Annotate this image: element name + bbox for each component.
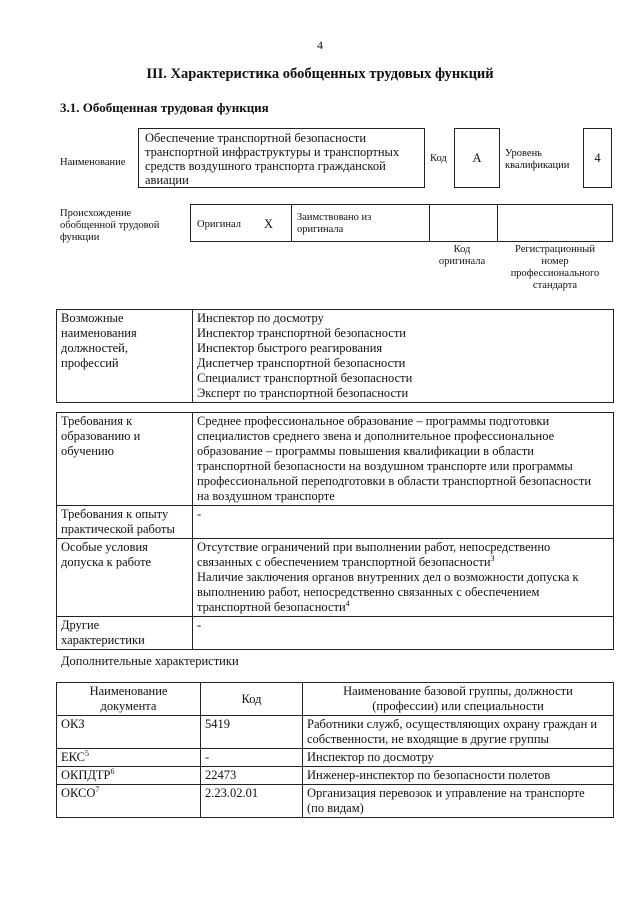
caption-reg-2: номер (541, 256, 569, 267)
row-doc-text: ЕКС (61, 750, 85, 764)
positions-table (56, 309, 614, 403)
origin-label-1: Происхождение (60, 208, 132, 219)
name-label: Наименование (60, 157, 126, 168)
col-name-1: Наименование базовой группы, должности (343, 684, 573, 698)
access-line-5-wrap (197, 600, 609, 615)
caption-code-2: оригинала (438, 256, 486, 267)
caption-code-1: Код (453, 244, 471, 255)
col-name-header (303, 683, 614, 716)
education-label-2: образованию и (61, 429, 141, 443)
row-name-2: собственности, не входящие в другие группы (307, 732, 549, 746)
name-value: Обеспечение транспортной безопасности транспортной инфраструктуры и транспортных средств воздушного транспорта гражданской авиации (145, 131, 400, 187)
row-code: 22473 (201, 767, 303, 785)
access-line-2: связанных с обеспечением транспортной безопасности (197, 555, 491, 569)
position-item: Инспектор транспортной безопасности (197, 326, 406, 340)
table-row (57, 749, 614, 767)
origin-divider-2 (429, 205, 430, 241)
origin-label-2: обобщенной трудовой (60, 220, 160, 231)
additional-title: Дополнительные характеристики (61, 654, 239, 668)
level-box (583, 128, 612, 188)
positions-label-1: Возможные (61, 311, 124, 325)
education-line: специалистов среднего звена и дополнительное профессиональное (197, 429, 555, 443)
level-value: 4 (594, 151, 601, 165)
row-name-1: Работники служб, осуществляющих охрану граждан и (307, 717, 598, 731)
education-row (57, 413, 614, 506)
row-name (303, 785, 614, 818)
origin-box (190, 204, 613, 242)
positions-label-2: наименования (61, 326, 137, 340)
borrowed-label-1: Заимствовано из (297, 212, 372, 223)
row-doc (57, 749, 201, 767)
position-item: Специалист транспортной безопасности (197, 371, 413, 385)
col-doc-header (57, 683, 201, 716)
education-value-cell (193, 413, 614, 506)
row-name: Инспектор по досмотру (303, 749, 614, 767)
access-label-2: допуска к работе (61, 555, 152, 569)
origin-divider-3 (497, 205, 498, 241)
position-item: Инспектор быстрого реагирования (197, 341, 383, 355)
row-doc-text: ОКСО (61, 786, 96, 800)
access-line-3: Наличие заключения органов внутренних дел о возможности допуска к (197, 570, 579, 584)
row-name-1: Организация перевозок и управление на транспорте (307, 786, 585, 800)
level-label-2: квалификации (505, 160, 570, 171)
additional-header-row (57, 683, 614, 716)
access-value-cell (193, 539, 614, 617)
origin-divider-1 (291, 205, 292, 241)
access-label-cell (57, 539, 193, 617)
row-doc (57, 767, 201, 785)
table-row (57, 716, 614, 749)
row-name (303, 716, 614, 749)
positions-label-3: должностей, (61, 341, 128, 355)
col-doc-1: Наименование (89, 684, 168, 698)
row-doc (57, 716, 201, 749)
access-line-5: транспортной безопасности (197, 600, 346, 614)
col-name-2: (профессии) или специальности (372, 699, 544, 713)
access-label-1: Особые условия (61, 540, 148, 554)
caption-reg-3: профессионального (510, 268, 600, 279)
access-row (57, 539, 614, 617)
level-label-1: Уровень (505, 148, 542, 159)
original-mark: X (264, 217, 274, 231)
positions-label-cell (57, 310, 193, 403)
position-item: Инспектор по досмотру (197, 311, 324, 325)
footnote-ref-3: 3 (490, 553, 495, 563)
experience-label-2: практической работы (61, 522, 175, 536)
other-label-cell (57, 617, 193, 650)
education-line: транспортной безопасности на воздушном транспорте или программы (197, 459, 573, 473)
row-doc (57, 785, 201, 818)
positions-row (57, 310, 614, 403)
row-name: Инженер-инспектор по безопасности полетов (303, 767, 614, 785)
access-line-4: выполнению работ, непосредственно связанных с обеспечением (197, 585, 540, 599)
caption-reg-4: стандарта (532, 280, 578, 291)
experience-label-cell (57, 506, 193, 539)
requirements-table (56, 412, 614, 650)
other-label-2: характеристики (61, 633, 145, 647)
education-line: образование – программы повышения квалификации в области (197, 444, 534, 458)
education-line: Среднее профессиональное образование – программы подготовки (197, 414, 550, 428)
row-doc-text: ОКПДТР (61, 768, 111, 782)
other-label-1: Другие (61, 618, 100, 632)
access-line-2-wrap (197, 555, 609, 570)
col-code-header: Код (201, 683, 303, 716)
row-code: - (201, 749, 303, 767)
other-row (57, 617, 614, 650)
experience-value: - (193, 506, 614, 539)
positions-list-cell (193, 310, 614, 403)
section-title: III. Характеристика обобщенных трудовых функций (146, 66, 494, 82)
original-label: Оригинал (197, 219, 241, 230)
education-line: на воздушном транспорте (197, 489, 335, 503)
row-doc-text: ОКЗ (61, 717, 85, 731)
table-row (57, 785, 614, 818)
footnote-ref-6: 6 (110, 766, 115, 776)
caption-reg-1: Регистрационный (515, 244, 595, 255)
col-doc-2: документа (100, 699, 157, 713)
code-label: Код (430, 153, 447, 164)
code-box (454, 128, 500, 188)
positions-label-4: профессий (61, 356, 119, 370)
row-code: 2.23.02.01 (201, 785, 303, 818)
footnote-ref-4: 4 (345, 598, 350, 608)
code-value: A (472, 151, 482, 165)
experience-label-1: Требования к опыту (61, 507, 169, 521)
position-item: Эксперт по транспортной безопасности (197, 386, 409, 400)
borrowed-label-2: оригинала (297, 224, 344, 235)
table-row (57, 767, 614, 785)
row-name-2: (по видам) (307, 801, 364, 815)
education-line: профессиональной переподготовки в области транспортной безопасности (197, 474, 592, 488)
additional-table (56, 682, 614, 818)
access-line-1: Отсутствие ограничений при выполнении работ, непосредственно (197, 540, 551, 554)
position-item: Диспетчер транспортной безопасности (197, 356, 406, 370)
sub-title: 3.1. Обобщенная трудовая функция (60, 100, 269, 115)
other-value: - (193, 617, 614, 650)
page-number: 4 (317, 38, 323, 52)
education-label-1: Требования к (61, 414, 133, 428)
name-value-box (138, 128, 425, 188)
education-label-cell (57, 413, 193, 506)
row-code: 5419 (201, 716, 303, 749)
education-label-3: обучению (61, 444, 114, 458)
origin-label-3: функции (60, 232, 100, 243)
experience-row (57, 506, 614, 539)
footnote-ref-5: 5 (85, 748, 89, 758)
footnote-ref-7: 7 (95, 784, 100, 794)
